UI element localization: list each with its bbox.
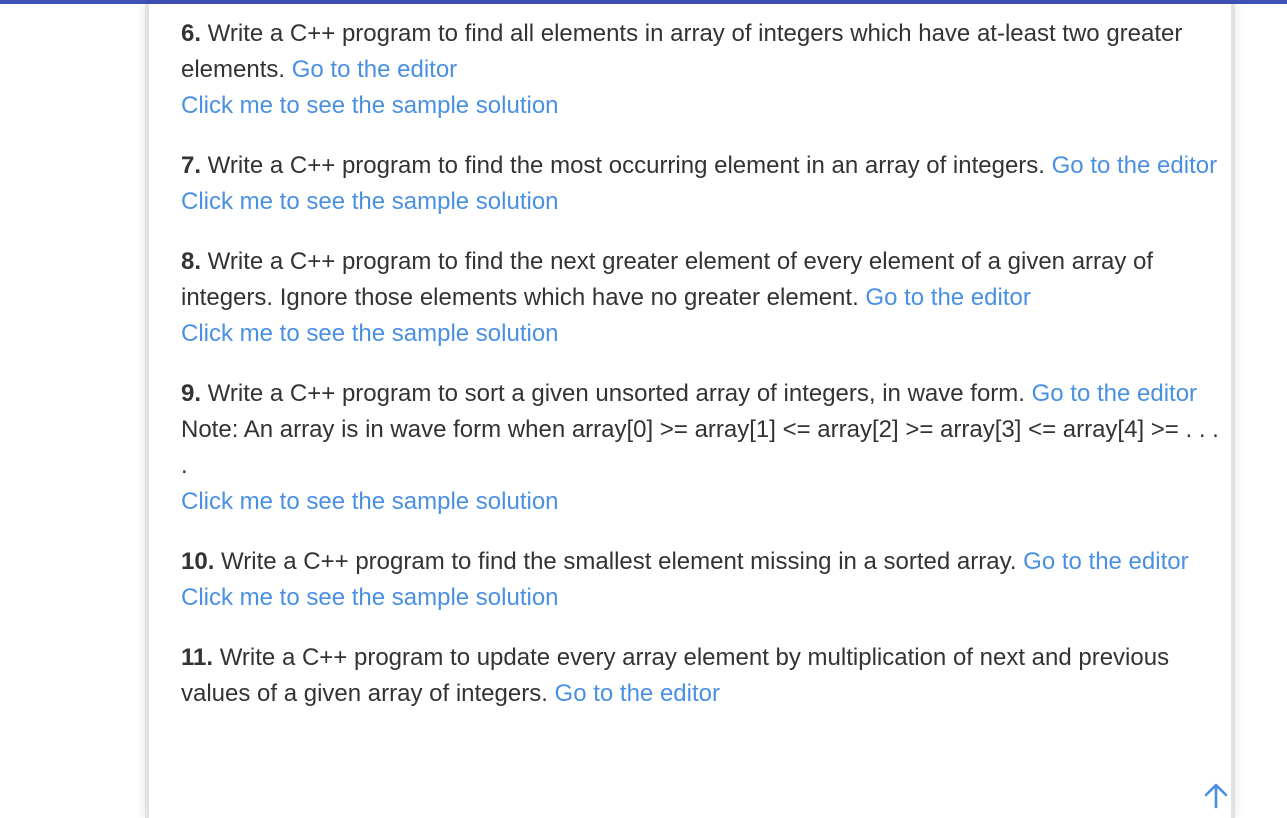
exercise-description [181, 148, 1221, 184]
exercise-description [181, 244, 1221, 316]
go-to-editor-link[interactable]: Go to the editor [1051, 152, 1218, 179]
go-to-editor-link[interactable]: Go to the editor [1023, 548, 1189, 575]
go-to-editor-link[interactable]: Go to the editor [291, 56, 458, 83]
exercise-6 [181, 16, 1221, 124]
exercise-note: Note: An array is in wave form when array[0] >= array[1] <= array[2] >= array[3] <= array[4] >= . . . . [181, 416, 1219, 479]
exercise-text: Write a C++ program to sort a given unsorted array of integers, in wave form. [201, 380, 1032, 407]
exercise-text: Write a C++ program to find the next greater element of every element of a given array of integers. Ignore those elements which have no greater element. [181, 248, 1154, 311]
scroll-to-top-button[interactable] [1202, 782, 1230, 810]
exercise-number: 8. [181, 248, 202, 275]
exercise-9 [181, 376, 1221, 520]
sample-solution-link[interactable]: Click me to see the sample solution [181, 188, 559, 215]
exercise-text: Write a C++ program to find the smallest element missing in a sorted array. [214, 548, 1024, 575]
exercise-number: 9. [181, 380, 202, 407]
arrow-up-icon [1202, 782, 1230, 810]
go-to-editor-link[interactable]: Go to the editor [865, 284, 1031, 311]
exercise-text: Write a C++ program to find all elements in array of integers which have at-least two greater elements. [181, 20, 1183, 83]
exercise-8 [181, 244, 1221, 352]
exercise-number: 10. [181, 548, 215, 575]
exercise-description [181, 640, 1221, 712]
exercise-text: Write a C++ program to update every array element by multiplication of next and previous values of a given array of integers. [181, 644, 1170, 707]
exercise-description [181, 376, 1221, 412]
exercise-number: 7. [181, 152, 202, 179]
go-to-editor-link[interactable]: Go to the editor [554, 680, 720, 707]
exercise-number: 6. [181, 20, 202, 47]
exercise-11 [181, 640, 1221, 712]
sample-solution-link[interactable]: Click me to see the sample solution [181, 92, 559, 119]
exercise-description [181, 544, 1221, 580]
sample-solution-link[interactable]: Click me to see the sample solution [181, 488, 559, 515]
sample-solution-link[interactable]: Click me to see the sample solution [181, 584, 559, 611]
exercise-list [181, 16, 1221, 736]
exercise-10 [181, 544, 1221, 616]
exercise-7 [181, 148, 1221, 220]
go-to-editor-link[interactable]: Go to the editor [1031, 380, 1198, 407]
exercise-description [181, 16, 1221, 88]
sample-solution-link[interactable]: Click me to see the sample solution [181, 320, 559, 347]
exercise-text: Write a C++ program to find the most occurring element in an array of integers. [201, 152, 1052, 179]
exercise-number: 11. [181, 644, 214, 671]
